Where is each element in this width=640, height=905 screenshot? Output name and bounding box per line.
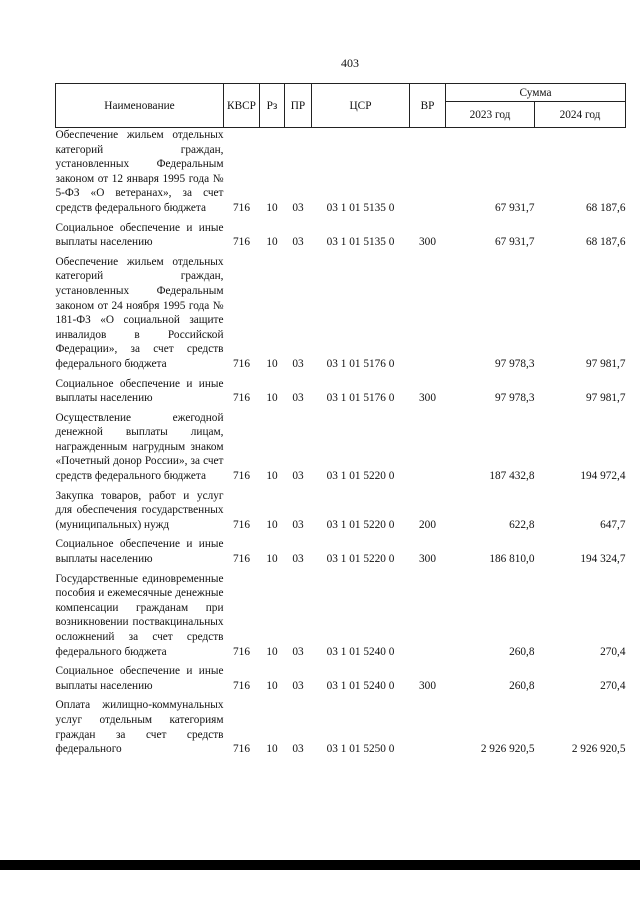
header-rz: Рз xyxy=(260,84,285,128)
row-pr: 03 xyxy=(292,357,304,370)
row-rz: 10 xyxy=(266,518,278,531)
row-name: Осуществление ежегодной денежной выплаты лицам, награжденным нагрудным знаком «Почетный донор России», за счет средств федерального бюджета xyxy=(55,411,224,483)
scan-bottom-bar xyxy=(0,860,640,870)
table-row xyxy=(56,255,626,377)
row-kvsr: 716 xyxy=(233,392,250,405)
table-row xyxy=(56,698,626,761)
row-sum-2023: 260,8 xyxy=(509,679,535,692)
row-name: Обеспечение жильем отдельных категорий граждан, установленных Федеральным законом от 24 ноября 1995 года № 181-ФЗ «О социальной защите инвалидов в Российской Федерации», за счет средств федерального бюджета xyxy=(55,255,224,370)
row-pr: 03 xyxy=(292,236,304,249)
header-sum: Сумма xyxy=(446,84,626,102)
row-sum-2023: 2 926 920,5 xyxy=(480,743,535,756)
row-pr: 03 xyxy=(292,392,304,405)
row-rz: 10 xyxy=(266,645,278,658)
row-kvsr: 716 xyxy=(233,645,250,658)
row-pr: 03 xyxy=(292,743,304,756)
row-sum-2024: 194 324,7 xyxy=(580,553,626,566)
row-sum-2024: 194 972,4 xyxy=(580,470,626,483)
row-vr: 300 xyxy=(419,553,436,566)
row-name: Социальное обеспечение и иные выплаты населению xyxy=(55,221,224,249)
row-rz: 10 xyxy=(266,201,278,214)
row-name: Закупка товаров, работ и услуг для обеспечения государственных (муниципальных) нужд xyxy=(55,489,224,531)
row-sum-2023: 260,8 xyxy=(509,645,535,658)
row-vr xyxy=(410,572,446,665)
row-sum-2024: 97 981,7 xyxy=(585,357,626,370)
row-kvsr: 716 xyxy=(233,470,250,483)
row-pr: 03 xyxy=(292,679,304,692)
row-kvsr: 716 xyxy=(233,236,250,249)
budget-table xyxy=(55,83,626,762)
row-pr: 03 xyxy=(292,518,304,531)
row-rz: 10 xyxy=(266,679,278,692)
row-name: Государственные единовременные пособия и ежемесячные денежные компенсации гражданам при возникновении поствакцинальных осложнений за счет средств федерального бюджета xyxy=(55,572,224,658)
header-pr: ПР xyxy=(285,84,312,128)
header-name: Наименование xyxy=(56,84,224,128)
table-row xyxy=(56,377,626,411)
row-rz: 10 xyxy=(266,392,278,405)
table-header xyxy=(56,84,626,128)
row-kvsr: 716 xyxy=(233,201,250,214)
row-sum-2024: 2 926 920,5 xyxy=(571,743,626,756)
row-sum-2023: 97 978,3 xyxy=(494,357,535,370)
row-vr xyxy=(410,128,446,221)
row-csr: 03 1 01 5135 0 xyxy=(326,236,395,249)
header-csr: ЦСР xyxy=(312,84,410,128)
row-csr: 03 1 01 5135 0 xyxy=(326,201,395,214)
row-csr: 03 1 01 5220 0 xyxy=(326,553,395,566)
row-kvsr: 716 xyxy=(233,357,250,370)
row-csr: 03 1 01 5240 0 xyxy=(326,679,395,692)
row-pr: 03 xyxy=(292,645,304,658)
table-row xyxy=(56,221,626,255)
row-name: Оплата жилищно-коммунальных услуг отдельным категориям граждан за счет средств федерального xyxy=(55,699,224,756)
row-pr: 03 xyxy=(292,201,304,214)
row-kvsr: 716 xyxy=(233,743,250,756)
table-row xyxy=(56,489,626,538)
table-row xyxy=(56,572,626,665)
row-csr: 03 1 01 5240 0 xyxy=(326,645,395,658)
row-sum-2024: 647,7 xyxy=(600,518,626,531)
row-name: Социальное обеспечение и иные выплаты населению xyxy=(55,665,224,692)
row-sum-2023: 622,8 xyxy=(509,518,535,531)
row-kvsr: 716 xyxy=(233,518,250,531)
header-vr: ВР xyxy=(410,84,446,128)
row-name: Социальное обеспечение и иные выплаты населению xyxy=(55,377,224,405)
row-vr: 300 xyxy=(419,679,436,692)
row-rz: 10 xyxy=(266,553,278,566)
row-kvsr: 716 xyxy=(233,553,250,566)
row-sum-2023: 97 978,3 xyxy=(494,392,535,405)
row-name: Обеспечение жильем отдельных категорий граждан, установленных Федеральным законом от 12 января 1995 года № 5-ФЗ «О ветеранах», за счет средств федерального бюджета xyxy=(55,129,224,214)
row-kvsr: 716 xyxy=(233,679,250,692)
row-csr: 03 1 01 5176 0 xyxy=(326,357,395,370)
table-row xyxy=(56,664,626,698)
row-rz: 10 xyxy=(266,470,278,483)
row-csr: 03 1 01 5176 0 xyxy=(326,392,395,405)
table-row xyxy=(56,128,626,221)
row-csr: 03 1 01 5220 0 xyxy=(326,518,395,531)
row-sum-2024: 270,4 xyxy=(600,645,626,658)
row-sum-2024: 68 187,6 xyxy=(585,201,626,214)
row-csr: 03 1 01 5220 0 xyxy=(326,470,395,483)
table-body xyxy=(56,128,626,762)
row-name: Социальное обеспечение и иные выплаты населению xyxy=(55,538,224,566)
row-rz: 10 xyxy=(266,357,278,370)
row-sum-2023: 67 931,7 xyxy=(494,236,535,249)
row-vr xyxy=(410,698,446,761)
row-vr: 300 xyxy=(419,392,436,405)
row-pr: 03 xyxy=(292,553,304,566)
row-sum-2024: 97 981,7 xyxy=(585,392,626,405)
row-sum-2023: 67 931,7 xyxy=(494,201,535,214)
table-row xyxy=(56,411,626,489)
row-vr: 200 xyxy=(419,518,436,531)
row-vr xyxy=(410,255,446,377)
page-number: 403 xyxy=(341,56,359,70)
row-pr: 03 xyxy=(292,470,304,483)
header-year-2023: 2023 год xyxy=(446,102,535,128)
row-sum-2024: 68 187,6 xyxy=(585,236,626,249)
row-sum-2023: 186 810,0 xyxy=(489,553,535,566)
row-sum-2024: 270,4 xyxy=(600,679,626,692)
header-year-2024: 2024 год xyxy=(535,102,626,128)
row-rz: 10 xyxy=(266,236,278,249)
header-kvsr: КВСР xyxy=(224,84,260,128)
row-vr xyxy=(410,411,446,489)
row-rz: 10 xyxy=(266,743,278,756)
row-csr: 03 1 01 5250 0 xyxy=(326,743,395,756)
table-row xyxy=(56,537,626,571)
row-sum-2023: 187 432,8 xyxy=(489,470,535,483)
row-vr: 300 xyxy=(419,236,436,249)
